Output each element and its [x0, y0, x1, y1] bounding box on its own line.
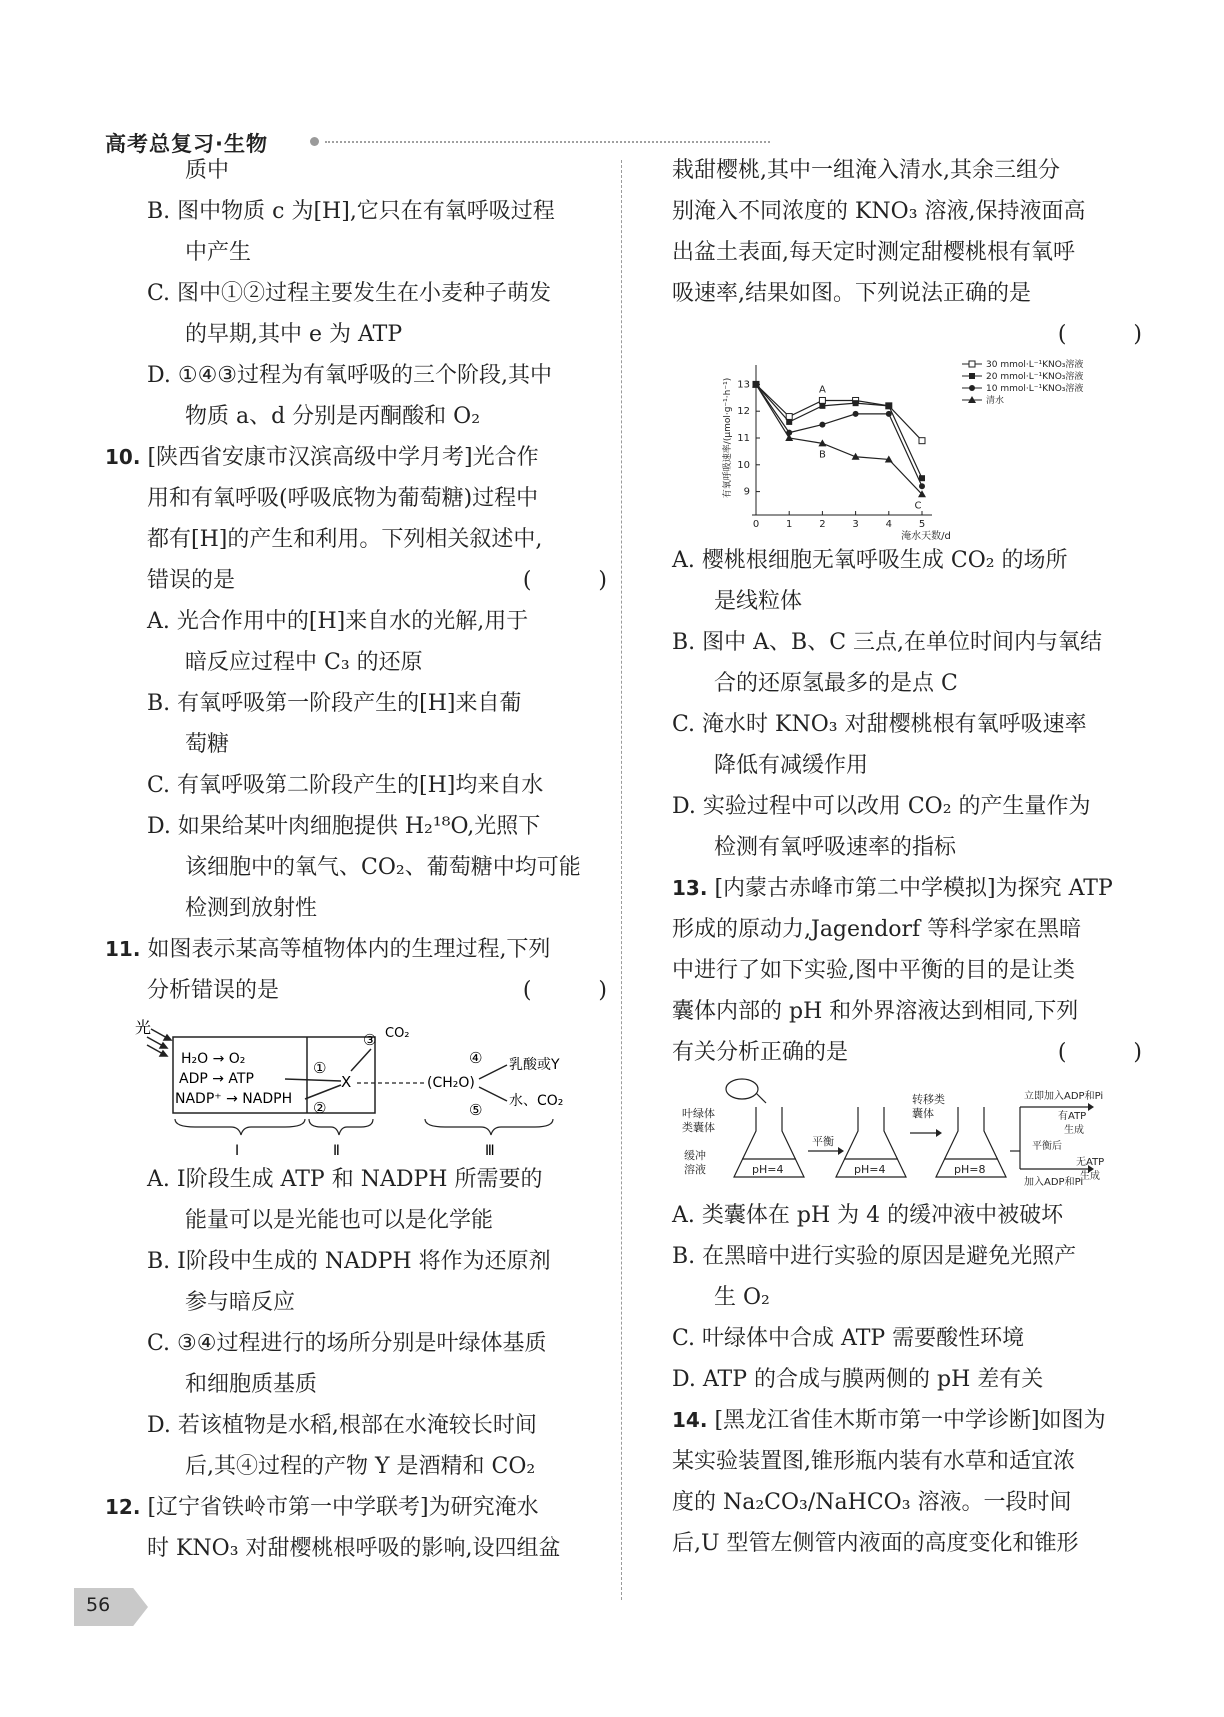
question-number: 10. [105, 445, 141, 469]
line-text: 都有[H]的产生和利用。下列相关叙述中, [147, 527, 543, 552]
line-text: 后,其④过程的产物 Y 是酒精和 CO₂ [185, 1454, 536, 1479]
flask-3-ph: pH=8 [954, 1163, 986, 1176]
line-text: A. 类囊体在 pH 为 4 的缓冲液中被破坏 [672, 1203, 1064, 1228]
line-text: 暗反应过程中 C₃ 的还原 [185, 650, 423, 675]
text-line [105, 1405, 607, 1446]
line-text: D. 如果给某叶肉细胞提供 H₂¹⁸O,光照下 [147, 814, 541, 839]
flask-2-ph: pH=4 [854, 1163, 886, 1176]
text-line [105, 355, 607, 396]
text-line [105, 1241, 607, 1282]
line-text: 能量可以是光能也可以是化学能 [185, 1208, 494, 1233]
reaction-nadph: NADP⁺ → NADPH [175, 1091, 293, 1107]
column-divider [621, 160, 622, 1600]
ch2o-label: (CH₂O) [427, 1075, 475, 1091]
text-line [105, 642, 607, 683]
text-line [105, 724, 607, 765]
line-text: 中进行了如下实验,图中平衡的目的是让类 [672, 958, 1075, 983]
line-text: 后,U 型管左侧管内液面的高度变化和锥形 [672, 1531, 1079, 1556]
line-text: A. 光合作用中的[H]来自水的光解,用于 [147, 609, 529, 634]
data-point [819, 403, 825, 409]
header-title: 高考总复习·生物 [105, 132, 268, 156]
text-line [105, 888, 607, 929]
text-line [105, 396, 607, 437]
x-tick-label: 3 [852, 519, 859, 530]
text-line [105, 314, 607, 355]
line-text: [黑龙江省佳木斯市第一中学诊断]如图为 [714, 1408, 1106, 1433]
flask-1-ph: pH=4 [752, 1163, 784, 1176]
line-text: 参与暗反应 [185, 1290, 296, 1315]
line-text: 该细胞中的氧气、CO₂、葡萄糖中均可能 [185, 855, 581, 880]
x-axis-label: 淹水天数/d [901, 531, 951, 540]
text-line [672, 1236, 1142, 1277]
bottom-result-2: 生成 [1080, 1171, 1100, 1182]
line-text: 囊体内部的 pH 和外界溶液达到相同,下列 [672, 999, 1079, 1024]
x-tick-label: 0 [752, 519, 760, 530]
text-line [672, 191, 1142, 232]
text-line [672, 622, 1142, 663]
text-line [105, 1364, 607, 1405]
legend-label: 20 mmol·L⁻¹KNO₃溶液 [986, 372, 1084, 382]
answer-blank: ( ) [522, 568, 637, 593]
line-text: 某实验装置图,锥形瓶内装有水草和适宜浓 [672, 1449, 1075, 1474]
x-tick-label: 1 [786, 519, 793, 530]
label-thylakoid-1: 叶绿体 [682, 1107, 715, 1120]
line-text: 和细胞质基质 [185, 1372, 318, 1397]
line-text: 的早期,其中 e 为 ATP [185, 322, 403, 347]
text-line [105, 683, 607, 724]
answer-blank: ( ) [1057, 1040, 1172, 1065]
line-text: 吸速率,结果如图。下列说法正确的是 [672, 281, 1031, 306]
line-text: C. 淹水时 KNO₃ 对甜樱桃根有氧呼吸速率 [672, 712, 1087, 737]
text-line [672, 909, 1142, 950]
data-point [786, 419, 792, 425]
legend-marker [969, 361, 975, 367]
legend-label: 清水 [986, 396, 1005, 406]
point-annotation: B [818, 449, 826, 461]
text-line [105, 150, 607, 191]
label-transfer-1: 转移类 [912, 1093, 945, 1106]
legend-marker [969, 385, 975, 391]
x-tick-label: 2 [819, 519, 826, 530]
bottom-result-1: 无ATP [1076, 1157, 1105, 1168]
line-text: 别淹入不同浓度的 KNO₃ 溶液,保持液面高 [672, 199, 1086, 224]
data-point [853, 411, 859, 417]
line-text: 错误的是 [147, 568, 236, 593]
bottom-branch-1: 平衡后 [1032, 1141, 1062, 1152]
text-line [105, 232, 607, 273]
right-text-middle [672, 540, 1172, 1073]
line-text: [辽宁省铁岭市第一中学联考]为研究淹水 [147, 1495, 539, 1520]
line-text: D. ①④③过程为有氧呼吸的三个阶段,其中 [147, 363, 553, 388]
line-text: A. Ⅰ阶段生成 ATP 和 NADPH 所需要的 [147, 1167, 543, 1192]
series-line [756, 384, 922, 486]
line-text: 分析错误的是 [147, 978, 280, 1003]
chart-svg [712, 355, 1132, 540]
line-text: [内蒙古赤峰市第二中学模拟]为探究 ATP [714, 876, 1113, 901]
text-line [672, 1277, 1142, 1318]
step-5: ⑤ [469, 1101, 483, 1119]
line-text: B. 图中物质 c 为[H],它只在有氧呼吸过程 [147, 199, 555, 224]
stage-I: Ⅰ [235, 1143, 240, 1159]
question-number: 12. [105, 1495, 141, 1519]
stage-III: Ⅲ [485, 1143, 495, 1159]
data-point [819, 397, 825, 403]
right-column [672, 150, 1172, 1564]
light-label: 光 [135, 1018, 152, 1037]
left-text-top [105, 150, 637, 1011]
text-line [672, 314, 1172, 355]
header-rule [325, 141, 770, 143]
text-line [105, 1159, 607, 1200]
y-tick-label: 11 [737, 433, 750, 444]
point-annotation: C [914, 500, 922, 512]
text-line [672, 1523, 1142, 1564]
legend-label: 10 mmol·L⁻¹KNO₃溶液 [986, 384, 1084, 394]
text-line [105, 437, 607, 478]
y-tick-label: 12 [737, 406, 750, 418]
line-text: 有关分析正确的是 [672, 1040, 849, 1065]
text-line [105, 765, 607, 806]
question-number: 13. [672, 876, 708, 900]
label-transfer-2: 囊体 [912, 1107, 934, 1120]
point-annotation: A [818, 384, 826, 396]
line-text: 合的还原氢最多的是点 C [714, 671, 958, 696]
line-text: 用和有氧呼吸(呼吸底物为葡萄糖)过程中 [147, 486, 539, 511]
line-text: B. 在黑暗中进行实验的原因是避免光照产 [672, 1244, 1077, 1269]
y-tick-label: 9 [743, 486, 750, 498]
text-line [672, 1441, 1142, 1482]
line-text: 栽甜樱桃,其中一组淹入清水,其余三组分 [672, 158, 1060, 183]
dropper-icon [726, 1079, 758, 1099]
line-text: 检测到放射性 [185, 896, 318, 921]
text-line [672, 273, 1142, 314]
left-text-bottom [105, 1159, 607, 1569]
answer-blank: ( ) [522, 978, 637, 1003]
text-line [672, 581, 1142, 622]
text-line [672, 150, 1142, 191]
text-line [105, 847, 607, 888]
arrow-balance-label: 平衡 [812, 1135, 834, 1148]
y-tick-label: 10 [737, 459, 750, 471]
text-line [105, 601, 607, 642]
line-text: D. 若该植物是水稻,根部在水淹较长时间 [147, 1413, 537, 1438]
header-bullet [310, 137, 319, 146]
data-point [919, 483, 925, 489]
text-line [672, 1482, 1142, 1523]
line-text: D. ATP 的合成与膜两侧的 pH 差有关 [672, 1367, 1044, 1392]
line-text: 形成的原动力,Jagendorf 等科学家在黑暗 [672, 917, 1082, 942]
diagram-q11 [105, 1011, 607, 1159]
text-line [105, 191, 607, 232]
text-line [105, 1282, 607, 1323]
text-line [105, 1487, 607, 1528]
legend-marker [969, 373, 975, 379]
text-line [105, 970, 637, 1011]
top-result-2: 生成 [1064, 1125, 1084, 1136]
line-text: C. 叶绿体中合成 ATP 需要酸性环境 [672, 1326, 1025, 1351]
line-text: 生 O₂ [714, 1285, 770, 1310]
top-result-1: 有ATP [1058, 1111, 1087, 1122]
text-line [105, 929, 607, 970]
line-text: A. 樱桃根细胞无氧呼吸生成 CO₂ 的场所 [672, 548, 1068, 573]
line-text: 物质 a、d 分别是丙酮酸和 O₂ [185, 404, 481, 429]
line-text: 时 KNO₃ 对甜樱桃根呼吸的影响,设四组盆 [147, 1536, 561, 1561]
question-number: 11. [105, 937, 141, 961]
right-text-top [672, 150, 1172, 355]
data-point [853, 400, 859, 406]
x-label: X [341, 1073, 352, 1091]
text-line [105, 1200, 607, 1241]
x-tick-label: 5 [918, 519, 926, 530]
text-line [672, 950, 1142, 991]
line-text: 度的 Na₂CO₃/NaHCO₃ 溶液。一段时间 [672, 1490, 1072, 1515]
stage-II: Ⅱ [333, 1143, 340, 1159]
text-line [672, 663, 1142, 704]
co2-top-label: CO₂ [385, 1026, 410, 1041]
bottom-branch-2: 加入ADP和Pi [1024, 1177, 1084, 1188]
line-text: B. 有氧呼吸第一阶段产生的[H]来自葡 [147, 691, 522, 716]
line-text: C. 有氧呼吸第二阶段产生的[H]均来自水 [147, 773, 544, 798]
text-line [672, 991, 1142, 1032]
respiration-chart [672, 355, 1142, 540]
text-line [672, 1318, 1142, 1359]
text-line [672, 1400, 1142, 1441]
line-text: 如图表示某高等植物体内的生理过程,下列 [147, 937, 551, 962]
line-text: D. 实验过程中可以改用 CO₂ 的产生量作为 [672, 794, 1091, 819]
text-line [672, 704, 1142, 745]
text-line [672, 868, 1142, 909]
step-3: ③ [363, 1031, 377, 1049]
text-line [672, 827, 1142, 868]
data-point [886, 411, 892, 417]
data-point [819, 422, 825, 428]
text-line [672, 1359, 1142, 1400]
page-number: 56 [86, 1594, 111, 1616]
legend-label: 30 mmol·L⁻¹KNO₃溶液 [986, 360, 1084, 370]
text-line [105, 1528, 607, 1569]
line-text: 出盆土表面,每天定时测定甜樱桃根有氧呼 [672, 240, 1075, 265]
line-text: C. 图中①②过程主要发生在小麦种子萌发 [147, 281, 552, 306]
text-line [105, 273, 607, 314]
text-line [672, 540, 1142, 581]
text-line [672, 786, 1142, 827]
step-1: ① [313, 1059, 327, 1077]
label-buffer-2: 溶液 [684, 1163, 706, 1176]
label-buffer-1: 缓冲 [684, 1149, 706, 1162]
label-thylakoid-2: 类囊体 [682, 1121, 715, 1134]
line-text: 中产生 [185, 240, 252, 265]
text-line [105, 519, 607, 560]
y-axis-label: 有氧呼吸速率/(μmol·g⁻¹·h⁻¹) [723, 377, 733, 499]
line-text: B. Ⅰ阶段中生成的 NADPH 将作为还原剂 [147, 1249, 551, 1274]
text-line [672, 1032, 1172, 1073]
line-text: 是线粒体 [714, 589, 803, 614]
text-line [105, 560, 637, 601]
answer-blank: ( ) [1057, 322, 1172, 347]
y-tick-label: 13 [737, 379, 750, 391]
text-line [105, 478, 607, 519]
text-line [105, 1323, 607, 1364]
text-line [672, 1195, 1142, 1236]
data-point [919, 438, 925, 444]
line-text: 萄糖 [185, 732, 230, 757]
line-text: 降低有减缓作用 [714, 753, 869, 778]
reaction-atp: ADP → ATP [179, 1071, 254, 1087]
step-2: ② [313, 1099, 327, 1117]
step-4: ④ [469, 1049, 483, 1067]
text-line [105, 806, 607, 847]
left-column [105, 150, 637, 1569]
top-branch-label: 立即加入ADP和Pi [1024, 1091, 1104, 1102]
x-tick-label: 4 [885, 519, 892, 530]
right-text-bottom [672, 1195, 1142, 1564]
stage-braces [175, 1119, 553, 1135]
flask-experiment-figure [672, 1073, 1142, 1195]
data-point [886, 403, 892, 409]
line-text: B. 图中 A、B、C 三点,在单位时间内与氧结 [672, 630, 1103, 655]
question-number: 14. [672, 1408, 708, 1432]
text-line [672, 745, 1142, 786]
line-text: 质中 [185, 158, 230, 183]
data-point [785, 434, 793, 441]
product-5: 水、CO₂ [509, 1093, 564, 1109]
line-text: 检测有氧呼吸速率的指标 [714, 835, 957, 860]
line-text: [陕西省安康市汉滨高级中学月考]光合作 [147, 445, 539, 470]
line-text: C. ③④过程进行的场所分别是叶绿体基质 [147, 1331, 547, 1356]
text-line [672, 232, 1142, 273]
reaction-water: H₂O → O₂ [181, 1051, 246, 1067]
text-line [105, 1446, 607, 1487]
product-4: 乳酸或Y [509, 1057, 560, 1073]
